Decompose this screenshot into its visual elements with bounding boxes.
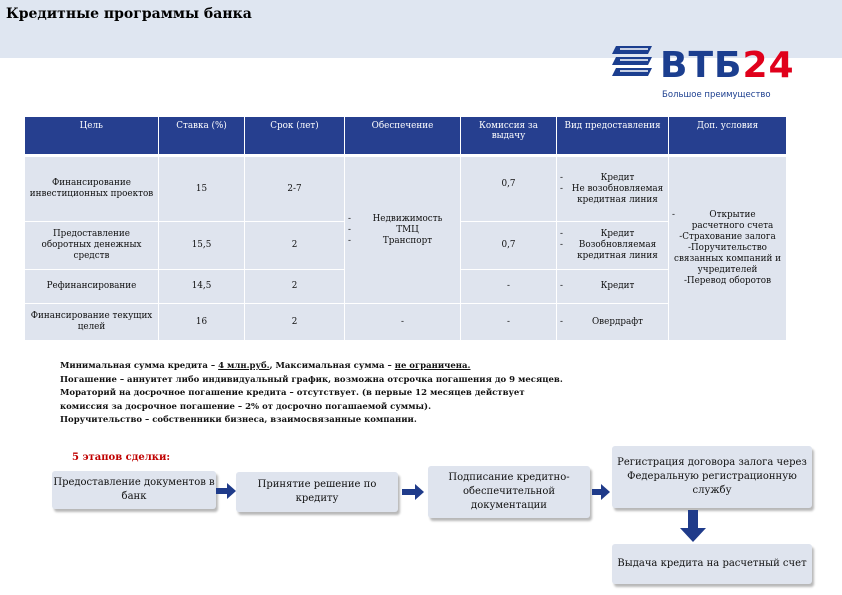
row-type [557,222,669,270]
header-type: Вид предоставления [557,117,669,154]
row-collateral: - [345,304,461,341]
collateral-item: - Транспорт [348,236,457,247]
type-item: - Кредит [560,229,665,240]
row-rate: 15 [159,157,245,222]
row-rate: 14,5 [159,269,245,304]
note-line: Поручительство – собственники бизнеса, взаимосвязанные компании. [60,415,417,425]
table-row [25,157,787,222]
collateral-item: - Недвижимость [348,214,457,225]
note-line: Минимальная сумма кредита – 4 млн.руб., Максимальная сумма – не ограничена. [60,361,471,371]
type-item: - Не возобновляемая кредитная линия [560,184,665,206]
type-item: - Кредит [560,173,665,184]
logo-brand-left: ВТБ [660,45,743,86]
row-goal: Финансирование текущих целей [25,304,159,341]
header-rate: Ставка (%) [159,117,245,154]
row-commission: - [461,304,557,341]
arrow-right-icon [592,484,610,500]
row-commission: - [461,269,557,304]
arrow-down-icon [680,510,706,542]
header-term: Срок (лет) [245,117,345,154]
row-term: 2-7 [245,157,345,222]
credit-programs-table [24,117,787,341]
logo-tagline: Большое преимущество [662,90,771,100]
stage-box-3: Подписание кредитно-обеспечительной документации [428,466,590,518]
note-line: Погашение – аннуитет либо индивидуальный график, возможна отсрочка погашения до 9 месяцев. [60,374,563,385]
note-line: комиссия за досрочное погашение – 2% от досрочно погашаемой суммы). [60,401,432,412]
type-item: - Кредит [560,281,665,292]
table-header-row [25,117,787,154]
row-term: 2 [245,222,345,270]
extra-condition: -Перевод оборотов [683,276,772,287]
vtb-logo-icon [610,44,654,80]
note-line: Мораторий на досрочное погашение кредита – отсутствует. (в первые 12 месяцев действует [60,388,525,398]
stages-label: 5 этапов сделки: [72,452,171,463]
row-commission: 0,7 [461,222,557,270]
page-title: Кредитные программы банка [6,6,252,22]
extra-condition: -Страхование залога [679,232,776,243]
collateral-shared-cell [345,157,461,304]
collateral-item: - ТМЦ [348,225,457,236]
row-goal: Предоставление оборотных денежных средств [25,222,159,270]
header-extra: Доп. условия [669,117,787,154]
row-commission: 0,7 [461,157,557,222]
header-goal: Цель [25,117,159,154]
type-item: - Овердрафт [560,317,665,328]
header-collateral: Обеспечение [345,117,461,154]
row-term: 2 [245,269,345,304]
row-rate: 16 [159,304,245,341]
stage-box-1: Предоставление документов в банк [52,471,216,509]
header-commission: Комиссия за выдачу [461,117,557,154]
row-type [557,157,669,222]
row-type [557,269,669,304]
extra-conditions-cell [669,157,787,341]
arrow-right-icon [216,483,236,499]
loan-terms-notes [60,360,660,428]
row-goal: Финансирование инвестиционных проектов [25,157,159,222]
extra-condition: - Открытие расчетного счета [672,210,783,232]
row-term: 2 [245,304,345,341]
stage-box-4: Регистрация договора залога через Федеральную регистрационную службу [612,446,812,508]
type-item: - Возобновляемая кредитная линия [560,240,665,262]
extra-condition: -Поручительство связанных компаний и учредителей [674,243,781,276]
logo-wordmark [660,46,795,86]
row-type [557,304,669,341]
row-goal: Рефинансирование [25,269,159,304]
row-rate: 15,5 [159,222,245,270]
logo-brand-right: 24 [742,45,795,86]
arrow-right-icon [402,484,424,500]
stage-box-2: Принятие решение по кредиту [236,472,398,512]
vtb24-logo [608,40,798,106]
stage-box-5: Выдача кредита на расчетный счет [612,544,812,584]
